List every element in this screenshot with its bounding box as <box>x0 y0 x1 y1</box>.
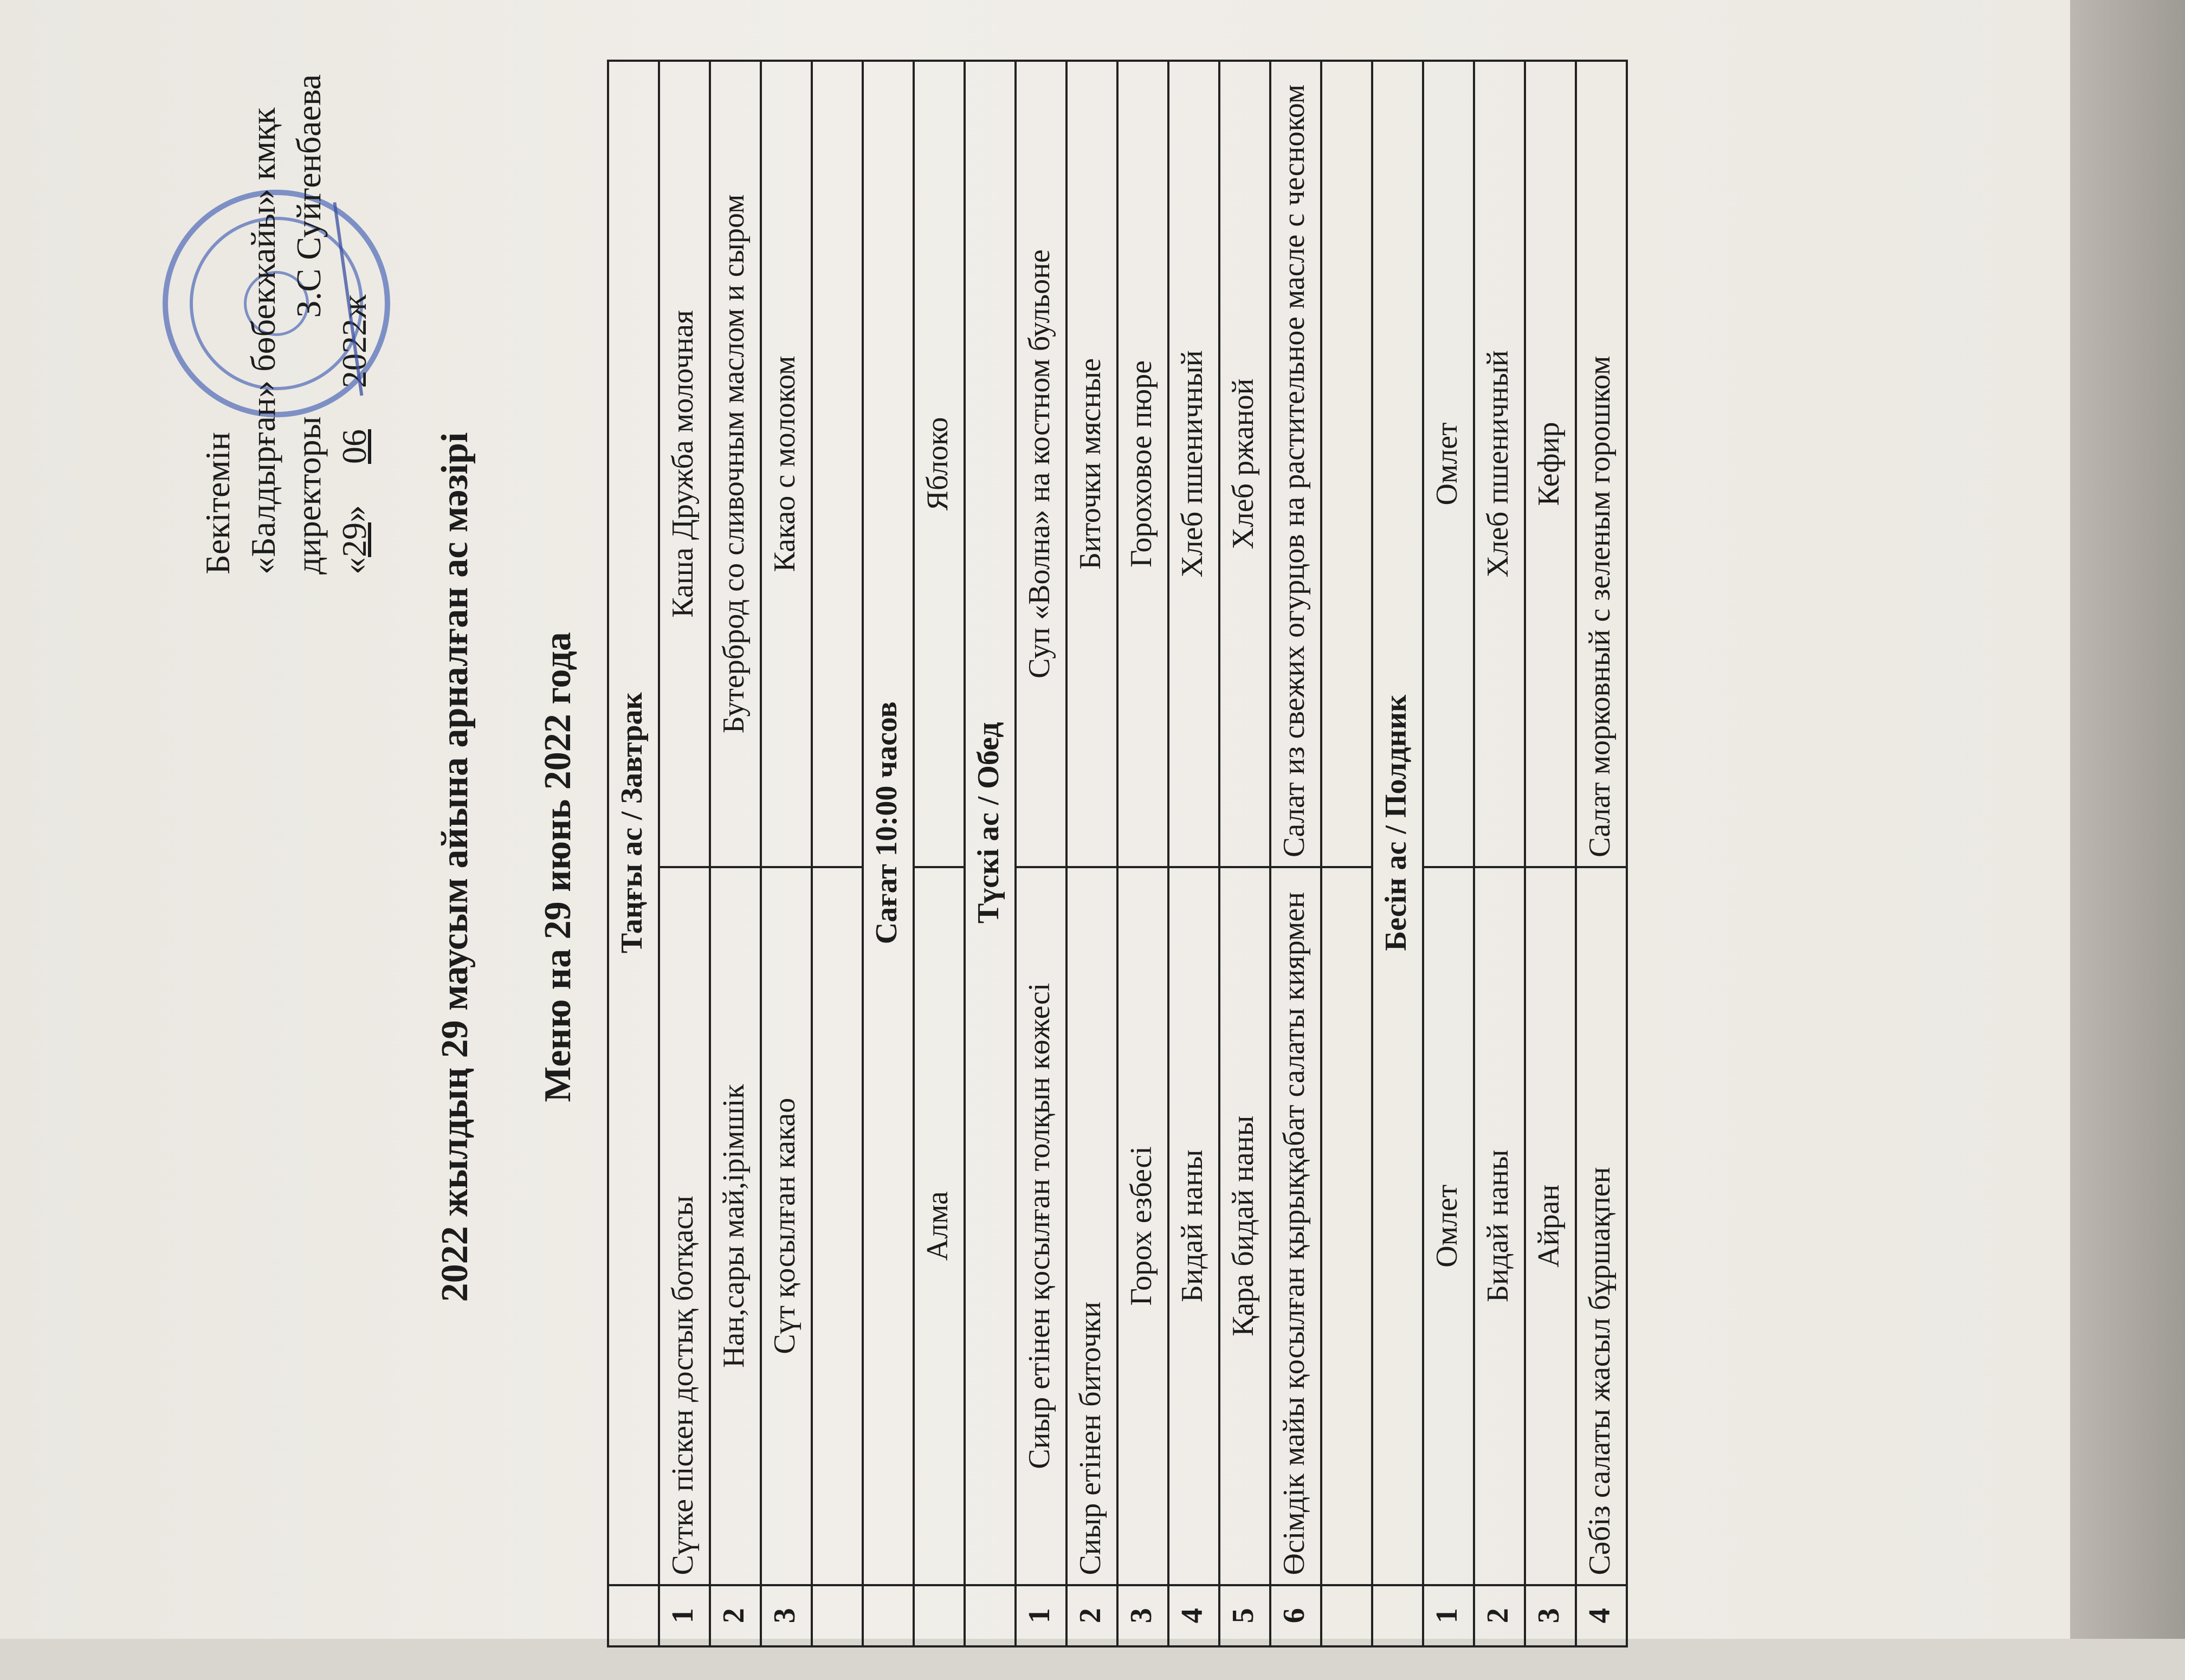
section-header-row <box>863 61 914 1646</box>
section-title-snack: Сағат 10:00 часов <box>863 61 914 1585</box>
dish-kazakh: Горох езбесі <box>1117 867 1168 1585</box>
dish-russian: Каша Дружба молочная <box>659 61 710 867</box>
empty-cell <box>1321 1585 1372 1646</box>
table-row <box>659 61 710 1646</box>
row-number: 1 <box>1423 1585 1474 1646</box>
dish-kazakh: Нан,сары май,ірімшік <box>710 867 761 1585</box>
dish-kazakh: Бидай наны <box>1474 867 1525 1585</box>
dish-russian: Кефир <box>1525 61 1576 867</box>
dish-kazakh: Сиыр етінен биточки <box>1066 867 1117 1585</box>
table-row <box>1474 61 1525 1646</box>
dish-russian: Хлеб пшеничный <box>1168 61 1219 867</box>
menu-table <box>607 60 1628 1647</box>
date-day: 29 <box>335 522 373 557</box>
dish-kazakh: Бидай наны <box>1168 867 1219 1585</box>
empty-cell <box>812 61 863 867</box>
section-title-lunch: Түскі ас / Обед <box>965 61 1016 1585</box>
dish-russian: Биточки мясные <box>1066 61 1117 867</box>
dish-kazakh: Сүтке піскен достық ботқасы <box>659 867 710 1585</box>
dish-russian: Суп «Волна» на костном бульоне <box>1016 61 1066 867</box>
empty-row <box>812 61 863 1646</box>
dish-russian: Какао с молоком <box>761 61 812 867</box>
empty-cell <box>1321 867 1372 1585</box>
menu-document <box>87 54 2146 1680</box>
page-title-kazakh: 2022 жылдың 29 маусым айына арналған ас мәзірі <box>434 432 476 1302</box>
row-number: 4 <box>1576 1585 1627 1646</box>
row-number: 4 <box>1168 1585 1219 1646</box>
dish-russian: Омлет <box>1423 61 1474 867</box>
section-header-row <box>965 61 1016 1646</box>
table-row <box>710 61 761 1646</box>
section-header-row <box>608 61 659 1646</box>
row-number: 2 <box>1474 1585 1525 1646</box>
dish-kazakh: Айран <box>1525 867 1576 1585</box>
table-row <box>914 61 965 1646</box>
table-row <box>761 61 812 1646</box>
section-num-cell <box>1372 1585 1423 1646</box>
row-number: 1 <box>659 1585 710 1646</box>
row-number: 2 <box>710 1585 761 1646</box>
date-year: 2022ж <box>335 294 373 388</box>
date-quote-close: » <box>335 505 373 522</box>
row-number: 3 <box>761 1585 812 1646</box>
dish-kazakh: Омлет <box>1423 867 1474 1585</box>
row-number: 6 <box>1270 1585 1321 1646</box>
dish-kazakh: Өсімдік майы қосылған қырыққабат салаты киярмен <box>1270 867 1321 1585</box>
approval-line-2: «Балдырған» бөбекжайы» кмқк <box>244 107 282 574</box>
empty-cell <box>812 867 863 1585</box>
dish-russian: Бутерброд со сливочным маслом и сыром <box>710 61 761 867</box>
date-month: 06 <box>335 429 373 464</box>
row-number: 3 <box>1117 1585 1168 1646</box>
table-row <box>1219 61 1270 1646</box>
table-row <box>1270 61 1321 1646</box>
dish-kazakh: Сәбіз салаты жасыл бұршақпен <box>1576 867 1627 1585</box>
section-title-breakfast: Таңғы ас / Завтрак <box>608 61 659 1585</box>
dish-kazakh: Қара бидай наны <box>1219 867 1270 1585</box>
table-row <box>1016 61 1066 1646</box>
section-num-cell <box>965 1585 1016 1646</box>
table-row <box>1066 61 1117 1646</box>
dish-kazakh: Сиыр етінен қосылған толқын көжесі <box>1016 867 1066 1585</box>
approval-position: директоры <box>289 416 328 574</box>
table-row <box>1525 61 1576 1646</box>
section-title-afternoon-snack: Бесін ас / Полдник <box>1372 61 1423 1585</box>
table-row <box>1168 61 1219 1646</box>
empty-row <box>1321 61 1372 1646</box>
dish-kazakh: Алма <box>914 867 965 1585</box>
section-header-row <box>1372 61 1423 1646</box>
page-title-russian: Меню на 29 июнь 2022 года <box>537 632 579 1102</box>
table-row <box>1576 61 1627 1646</box>
row-number: 3 <box>1525 1585 1576 1646</box>
dish-russian: Салат морковный с зеленым горошком <box>1576 61 1627 867</box>
section-num-cell <box>608 1585 659 1646</box>
row-number: 2 <box>1066 1585 1117 1646</box>
empty-cell <box>812 1585 863 1646</box>
dish-russian: Яблоко <box>914 61 965 867</box>
row-number: 5 <box>1219 1585 1270 1646</box>
dish-russian: Хлеб ржаной <box>1219 61 1270 867</box>
approval-signer: З.С Суйгенбаева <box>289 74 328 318</box>
dish-kazakh: Сүт қосылған какао <box>761 867 812 1585</box>
approval-line-1: Бекітемін <box>198 432 237 574</box>
row-number: 1 <box>1016 1585 1066 1646</box>
section-num-cell <box>863 1585 914 1646</box>
table-row <box>1423 61 1474 1646</box>
table-row <box>1117 61 1168 1646</box>
date-quote-open: « <box>335 557 373 574</box>
row-number <box>914 1585 965 1646</box>
empty-cell <box>1321 61 1372 867</box>
dish-russian: Гороховое пюре <box>1117 61 1168 867</box>
dish-russian: Хлеб пшеничный <box>1474 61 1525 867</box>
dish-russian: Салат из свежих огурцов на растительное масле с чесноком <box>1270 61 1321 867</box>
